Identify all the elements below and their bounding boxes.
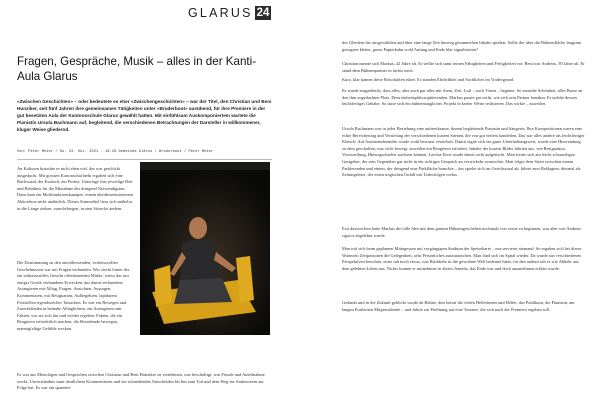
paragraph-intro: An Kulissen brauchte es nicht eben viel, das war geschickt ausgedacht. Mit grossen Kartonschachteln ergaben sich eine Rückwand, der Esstisch, ein Podest, Unterlage fürs jeweilige Bett und Behältnis für die Mitnahme des dringend Notwendigsten. Dazu kam ein Multifunktionskanapee, einem überdimensionierten Akkordeon nicht unähnlich. Dieses Stimmöbel liess sich mühelos in die Länge ziehen, zurechtbiegen, in eine Sitzecke ändern. <box>17 166 134 211</box>
paragraph-second: Die Einstimmung zu den anschliessenden, verheissvollen Geschehnissen war mit Fragen verbunden. Wer steckt hinter der ein teilnassen/eles Gesicht offenbarenden Maske, wieso das mit einiger Gestik verbundene Erwecken, das damit verbundene Arrangieren mit Alltag, Fragen, Ansichten, Aussagen, Kommentaren, mit Resignation, Aufbegehren, lapidarem Feststellen irgendwelcher Tatsachen. Es war ein Bewegen und Zurechtfinden in beinahe Alltäglichem, ein Arrangieren mit Fakten, wie sie sich hin und wieder ergeben. Fakten, die ein Reagieren erforderlich machen, die Bestehende bewegen, mannigfaltige Gefühle wecken. <box>17 260 130 331</box>
paragraph-right-2: Christian nannte sich Markus, 42 Jahre alt. Er stellte sich samt seinen Fähigkeiten und Fertigkeiten vor. Beni war Andreas, 39 Jahre alt. Er stand dem Bühnenpartner in nichts nach. <box>342 61 585 73</box>
paragraph-right-3: Kurz, klar kamen diese Botschaften rüber. Es standen Ehrlichkeit und Sachliches im Vordergrund. <box>342 77 515 82</box>
paragraph-third: Es war aus Monologen und Gesprächen zwischen Christian und Beni Hunziker zu vernehmen, was beschäftigt, was Freude und Anteilnahme weckt, Unverständnis samt deutlichem Kommentieren und ein schneidendes Entscheiden bis hin zum Tod und dem Weg ins Andersseein zur Folge hat. Es war ein spannen- <box>17 372 265 391</box>
article-title: Fragen, Gespräche, Musik – alles in der Kanti-Aula Glarus <box>17 55 257 83</box>
meta-divider <box>17 159 272 160</box>
left-column <box>17 0 272 400</box>
paragraph-right-1: des Gliedern der ausgewählten und über eine lange Zeit hinweg gesammelten Inhalte spürbar. Sollte der über die Bühnenfläche langsam gezogene kleine, graue Papierkahn wohl Anfang und Ende klar signalisieren? <box>342 40 582 52</box>
article-photo[interactable] <box>140 162 270 335</box>
right-column <box>342 0 585 400</box>
logo-wordmark: GLARUS <box>188 5 253 20</box>
performer-photo-graphic <box>140 162 270 335</box>
paragraph-right-7: Man traf sich beim geplanten Mittagessen mit vorgängigem Studium der Speisekarte – nur servierte niemand. So ergaben sich bei dieser Wartezeit Zeitpassonen die Gelegenheit, sehr Persönliches auszutauschen. Man fand sich im Spital wieder. Da wurde aus verschiedenen Perspektiven berichtet, einer sah noch etwas, was Rückkehr in die gewohnte Welt bedeutet hätte, für den andern sah es wie Abkehr aus dem gelebten Leben aus. Nichts konnte er mitnehmen in dieses Jenseits, das Ende war und doch anzunehmen erklärt wurde. <box>342 246 582 271</box>
paragraph-right-6: Erst dazwischen hatte Markus die tolle Idee mit dem ganzen Bühnengeschehen nochmals von vorne zu beginnen, was aber von Andreas rigoros abgelehnt wurde. <box>342 226 581 238</box>
logo-number-badge: 24 <box>256 6 270 19</box>
paragraph-right-5: Ursula Bachmann war in jeder Beziehung eine aufmerksame, dezent begleitende Pianistin und Sängerin. Ihre Kompositionen waren eine echte Bereicherung und Vertiefung der verschiedenen kurzen Szenen, die von gut vielem handelten. Das war alles andere als leichtfertiger Klatsch. Auf Auseinanderendes wurde wohl bewusst verzichtet. Damit ergab sich ein guter Unterhaltungswert, wurde eine Hinwendung zu dem geschaffen, was viele bewegt, zuweilen ein Reagieren erfordert. Inhalte der kurzen Bilder führten aus, wie Resignation, Verzweiflung, Hinwegschielen wachsen können. Leichte Kost wurde damit nicht aufgetischt. Man freute sich am leicht schusseligen Gastgeber, der sein Gegenüber gar nicht in ein richtiges Gespräch zu verwickeln vermochte: Man folgte dem Streit zwischen einem Parkierenden und einem, der dringend eine Parkfläche brauchte – das spielte sich im Gerichtssaal ab, führte zum Beklagten, diesmal als Zeitungsleser, der einen tragischen Unfall mit Todesfolgen vorlas. <box>342 126 585 178</box>
article-lead: «Zwischen Geschichten» – oder bedeutete es eher «Zwischengeschichten» – war der Titel, den Christian und Beni Hunziker, seit fünf Jahren ihre gemeinsamen Tätigkeiten unter «Bruderboot» ausübend, für ihre Premiere in der gut besetzten Aula der Kantonsschule Glarus gewählt hatten. Mit einfühlsam Auskomponiertem wartete die Pianistin Ursula Bachmann auf, begleitend, die verschiedenen Betrachtungen der Darsteller in willkommener, kluger Weise gliedernd. <box>17 99 272 133</box>
paragraph-right-4: Es wurde ausgedrückt, dass alles, aber auch gar alles mit Atem, Zeit, Luft – auch Tönen – beginne. So entstehe Schönheit, alles Besse an den ihm zugedachten Platz. Dem einheitsphilosophierenden. Markus passte gar nicht, wie sich sein Partner benahm. Er tadelte dessen leichtfertiges Gehabe. So lasse sich ein bühnentaugliches Projekt in keiner Weise realisieren. Das wirkte – zuweilen. <box>342 88 583 107</box>
paragraph-right-8: Gedankt und in die Zukunft geblickt wurde ab Bühne, dies betraf die vielen Helferinnen und Helfer, das Publikum, die Pianistin, am langen Erarbeiten Mitgestaltende – und führte zur Hoffnung auf eine Tournee, die sich nach der Premiere ergeben soll. <box>342 300 575 312</box>
article-meta: Von: Peter Meier / So. 24. Okt. 2021 - 16:29 Gemeinde Glarus / Bruderboot / Peter Meier <box>17 150 214 154</box>
